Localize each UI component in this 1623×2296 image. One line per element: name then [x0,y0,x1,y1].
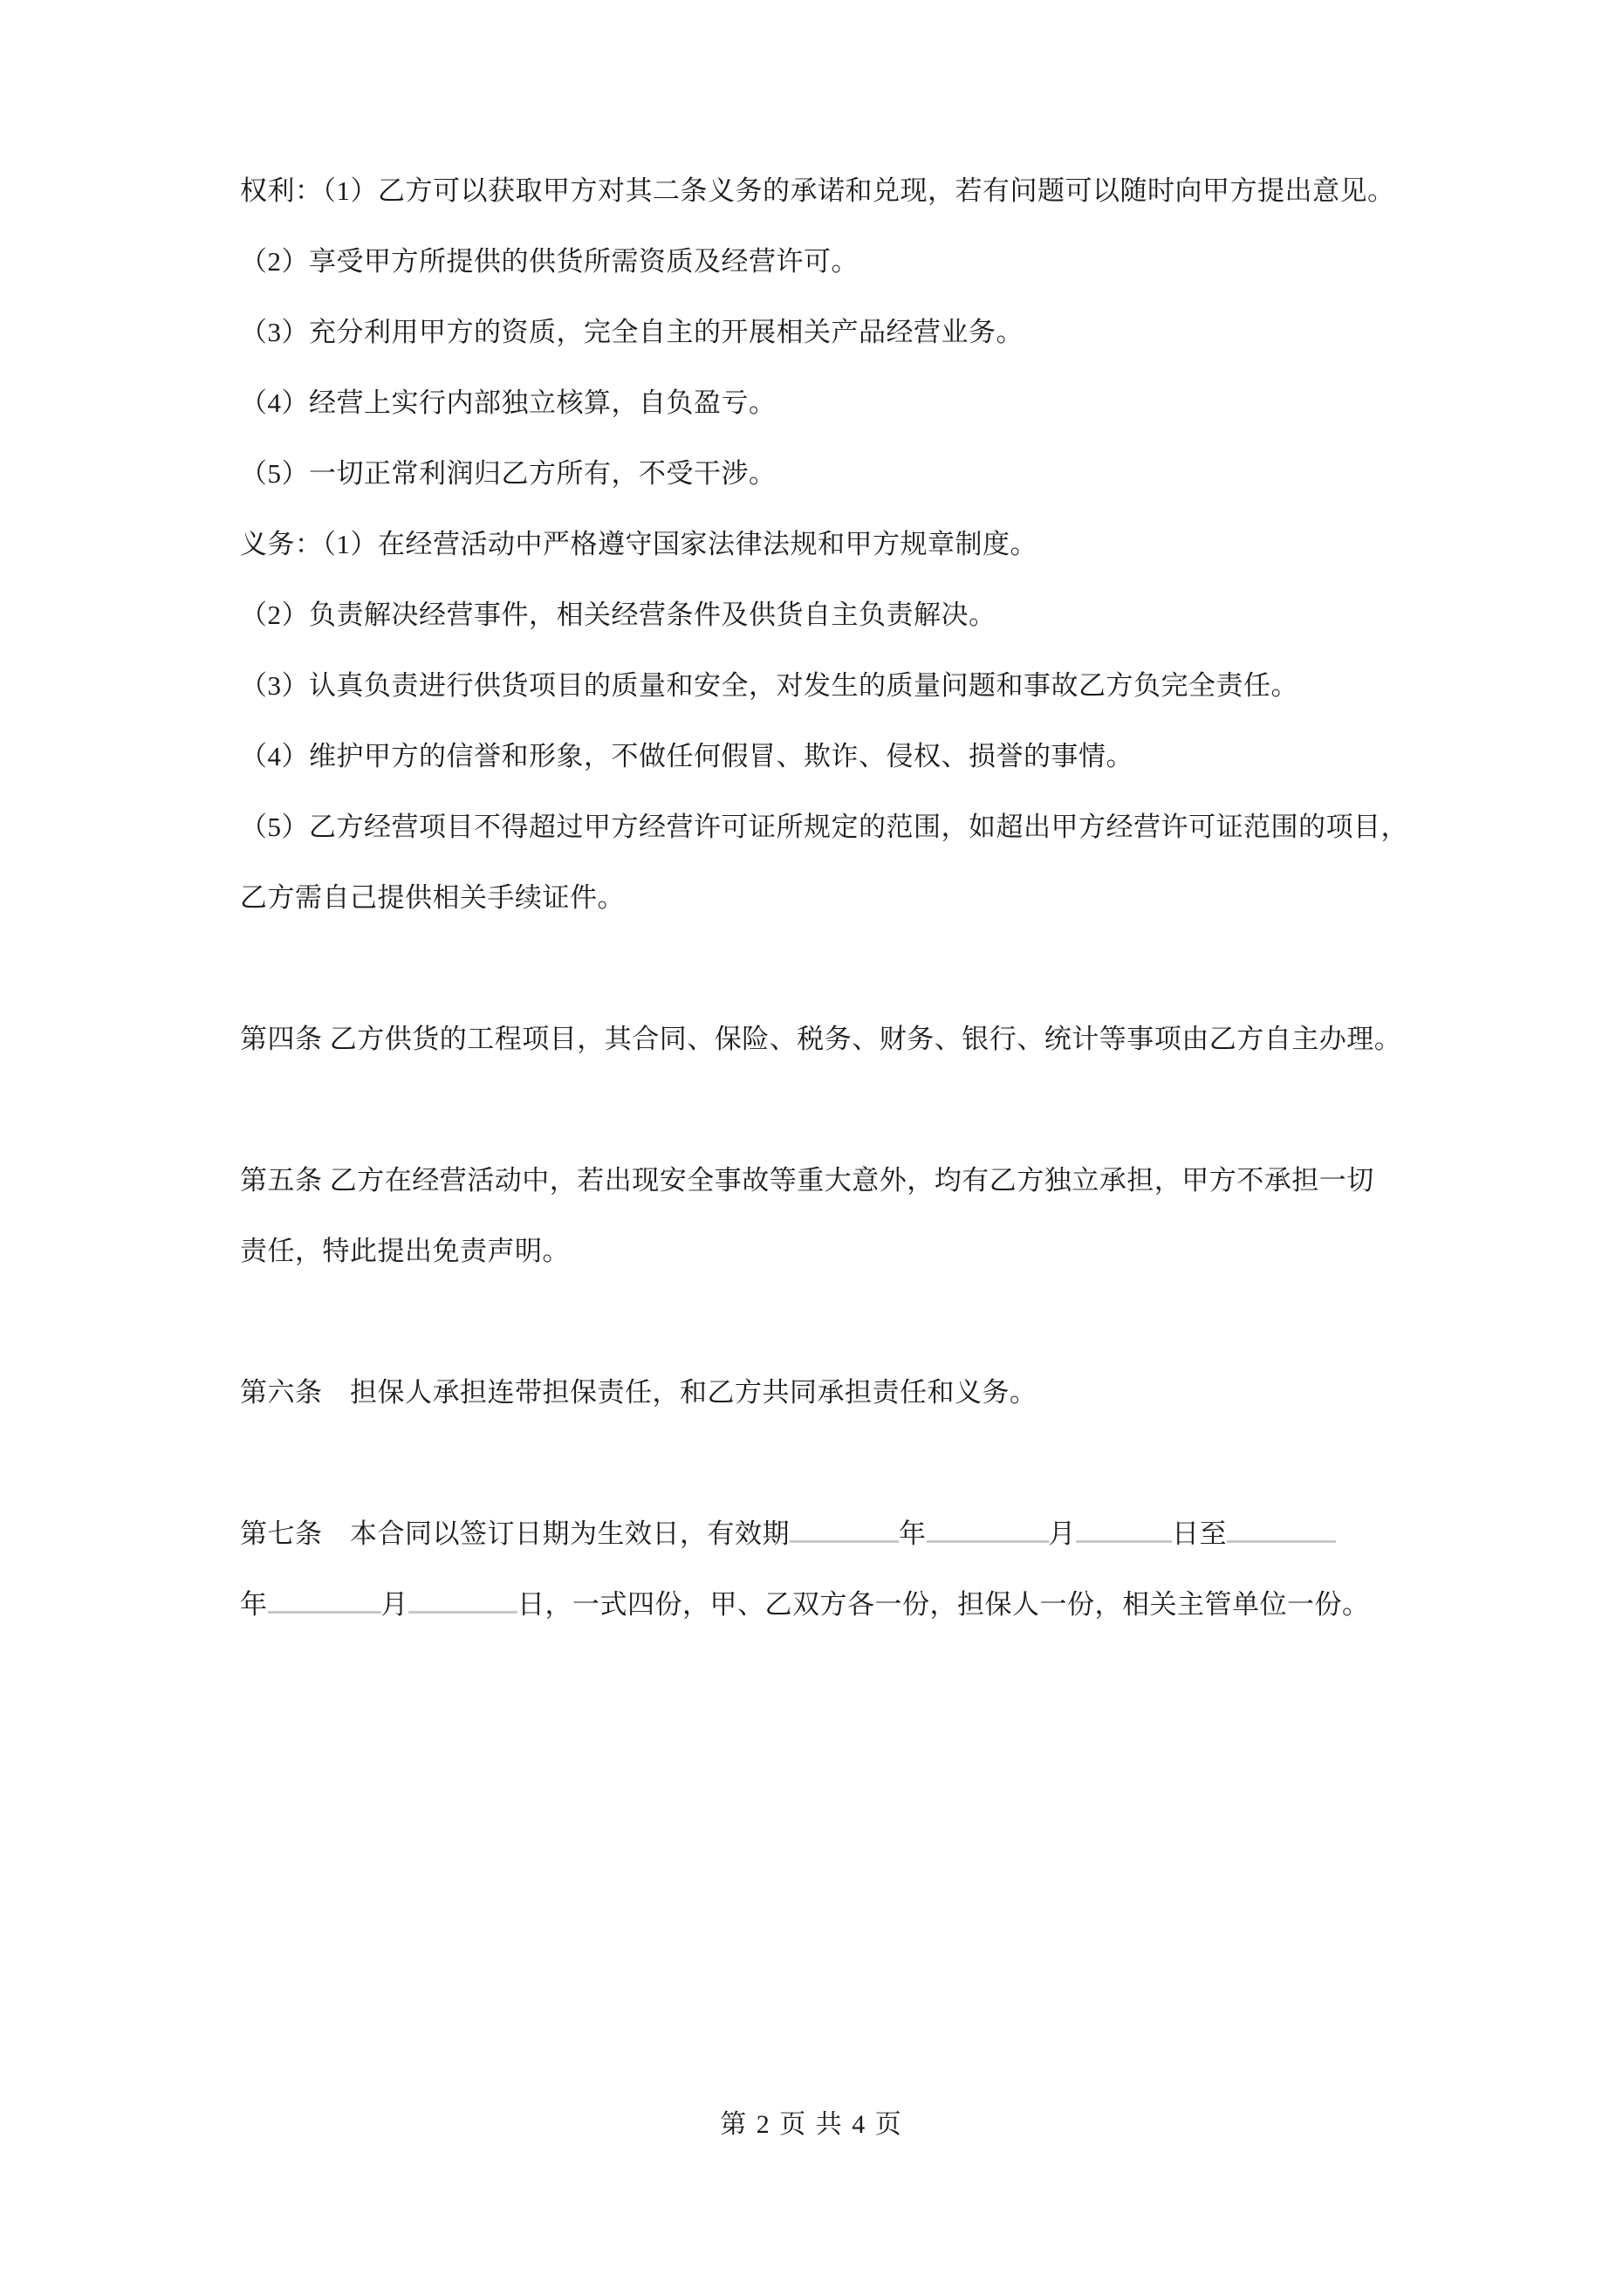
rights-lead-line: 权利：（1）乙方可以获取甲方对其二条义务的承诺和兑现，若有问题可以随时向甲方提出意见。 [240,175,1395,206]
end-year-label: 年 [240,1589,268,1620]
rights-item-3: （3）充分利用甲方的资质，完全自主的开展相关产品经营业务。 [240,317,1024,347]
clause-5-line1: 第五条 乙方在经营活动中，若出现安全事故等重大意外，均有乙方独立承担，甲方不承担一切 [240,1165,1374,1196]
fill-in-blank-end-year-part1 [1227,1533,1336,1543]
clause-4-line: 第四条 乙方供货的工程项目，其合同、保险、税务、财务、银行、统计等事项由乙方自主办理。 [240,1024,1402,1054]
obligations-lead-line: 义务：（1）在经营活动中严格遵守国家法律法规和甲方规章制度。 [240,529,1037,559]
rights-item-4: （4）经营上实行内部独立核算，自负盈亏。 [240,387,777,418]
fill-in-blank-start-year [790,1533,899,1543]
month-label: 月 [1048,1518,1076,1549]
obligations-item-5-line2: 乙方需自己提供相关手续证件。 [240,882,625,913]
rights-item-2: （2）享受甲方所提供的供货所需资质及经营许可。 [240,246,859,277]
clause-7-line1-prefix: 第七条 本合同以签订日期为生效日，有效期 [240,1518,790,1549]
clause-5-line2: 责任，特此提出免责声明。 [240,1236,570,1266]
page-number-footer: 第 2 页 共 4 页 [720,2110,903,2139]
clause-6-line: 第六条 担保人承担连带担保责任，和乙方共同承担责任和义务。 [240,1377,1037,1408]
obligations-item-2: （2）负责解决经营事件，相关经营条件及供货自主负责解决。 [240,600,996,630]
clause-7-line2 [240,1569,1392,1640]
contract-body [240,155,1408,1640]
year-label: 年 [899,1518,927,1549]
obligations-item-5-line1: （5）乙方经营项目不得超过甲方经营许可证所规定的范围，如超出甲方经营许可证范围的项目， [240,812,1408,842]
fill-in-blank-end-day [408,1604,517,1614]
rights-item-5: （5）一切正常利润归乙方所有，不受干涉。 [240,458,777,489]
fill-in-blank-start-month [927,1533,1049,1543]
obligations-item-3: （3）认真负责进行供货项目的质量和安全，对发生的质量问题和事故乙方负完全责任。 [240,670,1298,701]
fill-in-blank-start-day [1076,1533,1172,1543]
obligations-item-4: （4）维护甲方的信誉和形象，不做任何假冒、欺诈、侵权、损誉的事情。 [240,741,1133,771]
fill-in-blank-end-month [268,1604,381,1614]
day-to-label: 日至 [1172,1518,1227,1549]
clause-7-line2-suffix: 日，一式四份，甲、乙双方各一份，担保人一份，相关主管单位一份。 [517,1589,1370,1620]
clause-7-line1 [240,1498,1392,1569]
end-month-label: 月 [380,1589,408,1620]
